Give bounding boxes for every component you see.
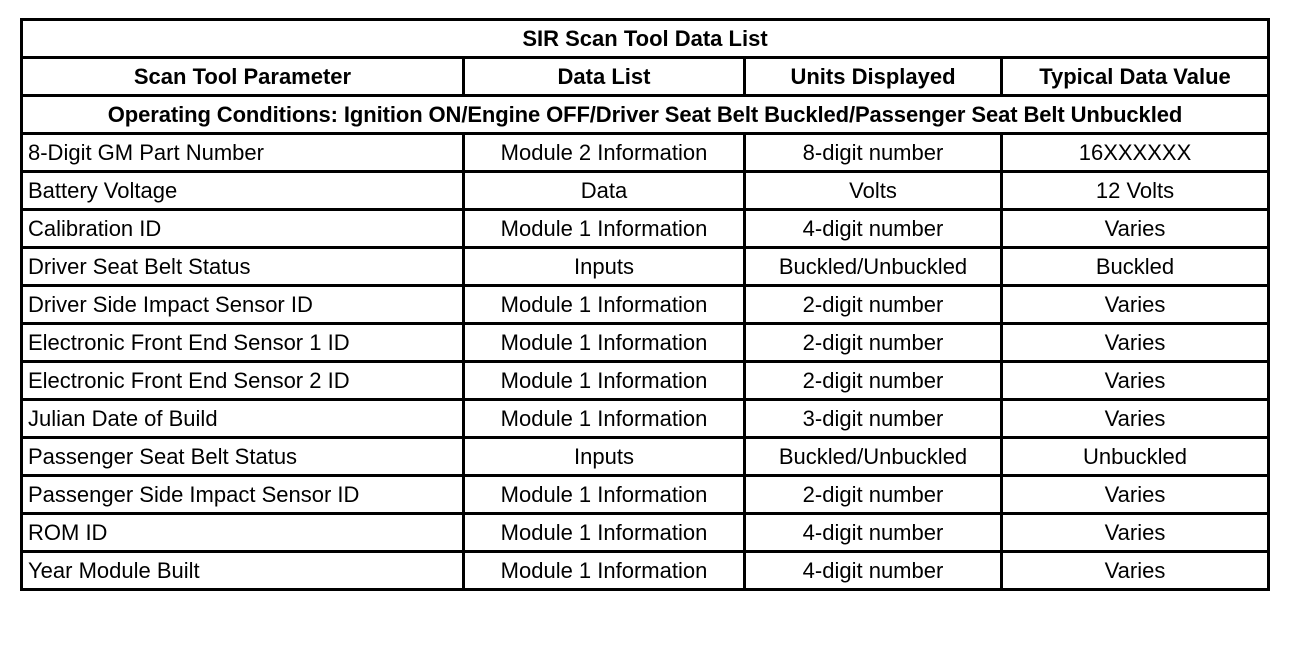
cell-data-list: Module 1 Information [464,400,745,438]
cell-units: Buckled/Unbuckled [745,248,1002,286]
cell-parameter: Passenger Side Impact Sensor ID [22,476,464,514]
cell-data-list: Module 2 Information [464,134,745,172]
cell-typical-value: Varies [1002,210,1269,248]
table-row [22,324,1269,362]
table-row [22,514,1269,552]
operating-conditions: Operating Conditions: Ignition ON/Engine OFF/Driver Seat Belt Buckled/Passenger Seat Belt Unbuckled [22,96,1269,134]
cell-parameter: Driver Seat Belt Status [22,248,464,286]
cell-parameter: Driver Side Impact Sensor ID [22,286,464,324]
cell-units: Volts [745,172,1002,210]
table-row [22,286,1269,324]
cell-data-list: Inputs [464,438,745,476]
cell-typical-value: 16XXXXXX [1002,134,1269,172]
cell-typical-value: Varies [1002,324,1269,362]
table-row [22,248,1269,286]
cell-data-list: Module 1 Information [464,362,745,400]
cell-typical-value: Varies [1002,362,1269,400]
cell-units: 3-digit number [745,400,1002,438]
cell-parameter: 8-Digit GM Part Number [22,134,464,172]
cell-typical-value: Varies [1002,400,1269,438]
sir-scan-tool-data-table [20,18,1270,591]
cell-parameter: Battery Voltage [22,172,464,210]
operating-conditions-row [22,96,1269,134]
cell-units: 2-digit number [745,476,1002,514]
cell-parameter: Passenger Seat Belt Status [22,438,464,476]
cell-data-list: Data [464,172,745,210]
cell-data-list: Module 1 Information [464,552,745,590]
table-row [22,476,1269,514]
table-row [22,552,1269,590]
table-row [22,172,1269,210]
header-typical-data-value: Typical Data Value [1002,58,1269,96]
header-data-list: Data List [464,58,745,96]
cell-typical-value: Varies [1002,552,1269,590]
table-row [22,210,1269,248]
cell-data-list: Module 1 Information [464,476,745,514]
cell-units: 2-digit number [745,362,1002,400]
table-row [22,400,1269,438]
cell-parameter: ROM ID [22,514,464,552]
header-scan-tool-parameter: Scan Tool Parameter [22,58,464,96]
cell-typical-value: Varies [1002,286,1269,324]
cell-units: 2-digit number [745,324,1002,362]
cell-units: 8-digit number [745,134,1002,172]
cell-parameter: Electronic Front End Sensor 2 ID [22,362,464,400]
table-body [22,96,1269,590]
title-row [22,20,1269,58]
cell-parameter: Year Module Built [22,552,464,590]
cell-parameter: Calibration ID [22,210,464,248]
cell-data-list: Module 1 Information [464,514,745,552]
table-title: SIR Scan Tool Data List [22,20,1269,58]
cell-units: 4-digit number [745,210,1002,248]
cell-units: Buckled/Unbuckled [745,438,1002,476]
cell-units: 2-digit number [745,286,1002,324]
header-units-displayed: Units Displayed [745,58,1002,96]
cell-typical-value: 12 Volts [1002,172,1269,210]
table-row [22,438,1269,476]
cell-typical-value: Varies [1002,476,1269,514]
cell-parameter: Julian Date of Build [22,400,464,438]
cell-units: 4-digit number [745,514,1002,552]
header-row [22,58,1269,96]
table-row [22,362,1269,400]
cell-data-list: Module 1 Information [464,286,745,324]
cell-typical-value: Varies [1002,514,1269,552]
cell-parameter: Electronic Front End Sensor 1 ID [22,324,464,362]
cell-data-list: Module 1 Information [464,210,745,248]
cell-typical-value: Unbuckled [1002,438,1269,476]
cell-units: 4-digit number [745,552,1002,590]
cell-data-list: Module 1 Information [464,324,745,362]
cell-data-list: Inputs [464,248,745,286]
table-row [22,134,1269,172]
cell-typical-value: Buckled [1002,248,1269,286]
